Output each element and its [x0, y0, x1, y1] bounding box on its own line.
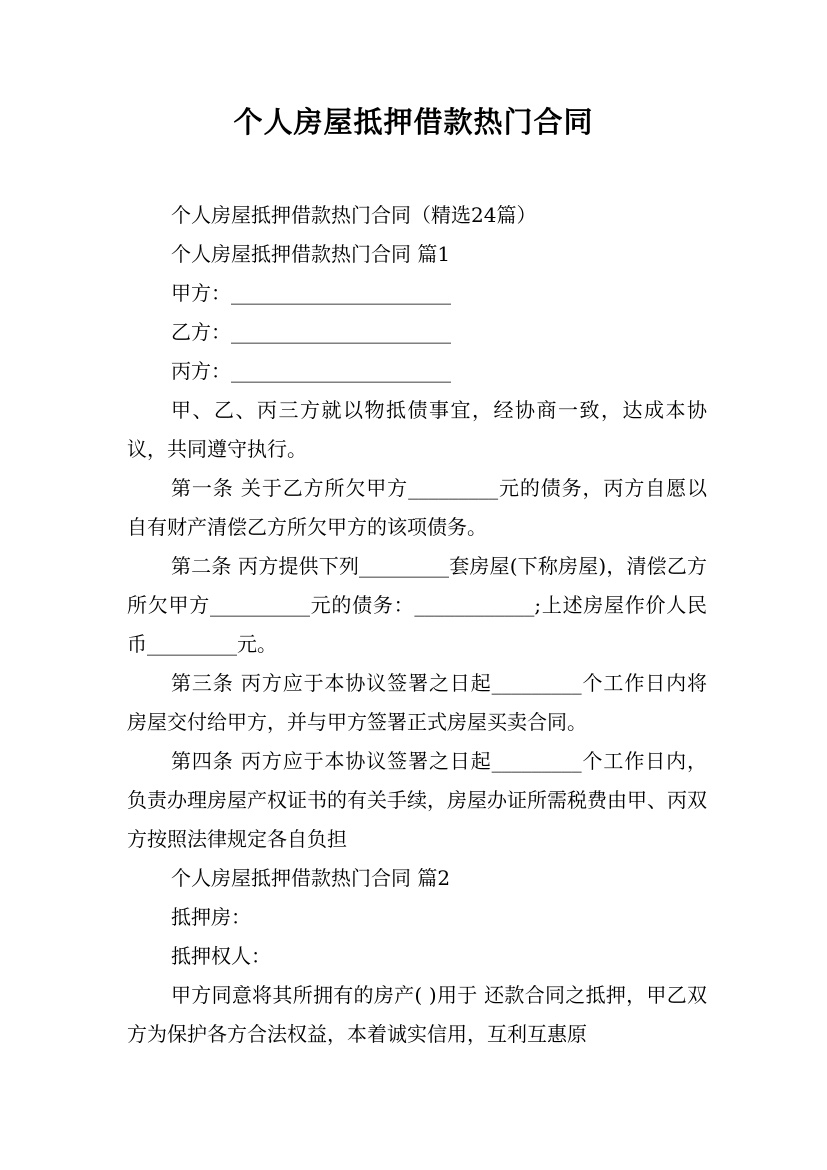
article-2: 第二条 丙方提供下列_________套房屋(下称房屋)，清偿乙方所欠甲方__________元的债务：____________;上述房屋作价人民币_________元。 — [127, 554, 707, 656]
article-4: 第四条 丙方应于本协议签署之日起_________个工作日内，负责办理房屋产权证书的有关手续，房屋办证所需税费由甲、丙双方按照法律规定各自负担 — [127, 749, 707, 851]
document-body — [127, 196, 707, 1054]
mortgaged-house-line: 抵押房： — [171, 905, 251, 929]
article-1: 第一条 关于乙方所欠甲方_________元的债务，丙方自愿以自有财产清偿乙方所欠甲方的该项债务。 — [127, 476, 707, 539]
document-title: 个人房屋抵押借款热门合同 — [233, 105, 594, 139]
section-heading-2: 个人房屋抵押借款热门合同 篇2 — [171, 866, 451, 890]
party-b-line: 乙方：______________________ — [171, 320, 451, 344]
party-c-line: 丙方：______________________ — [171, 359, 451, 383]
section-heading-1: 个人房屋抵押借款热门合同 篇1 — [171, 242, 451, 266]
agreement-paragraph: 甲方同意将其所拥有的房产( )用于 还款合同之抵押，甲乙双方为保护各方合法权益，本着诚实信用，互利互惠原 — [127, 983, 707, 1046]
intro-paragraph: 甲、乙、丙三方就以物抵债事宜，经协商一致，达成本协议，共同遵守执行。 — [127, 398, 707, 461]
mortgagee-line: 抵押权人： — [171, 944, 271, 968]
doc-subtitle: 个人房屋抵押借款热门合同（精选24篇） — [171, 203, 537, 227]
article-3: 第三条 丙方应于本协议签署之日起_________个工作日内将房屋交付给甲方，并与甲方签署正式房屋买卖合同。 — [127, 671, 707, 734]
party-a-line: 甲方：______________________ — [171, 281, 451, 305]
